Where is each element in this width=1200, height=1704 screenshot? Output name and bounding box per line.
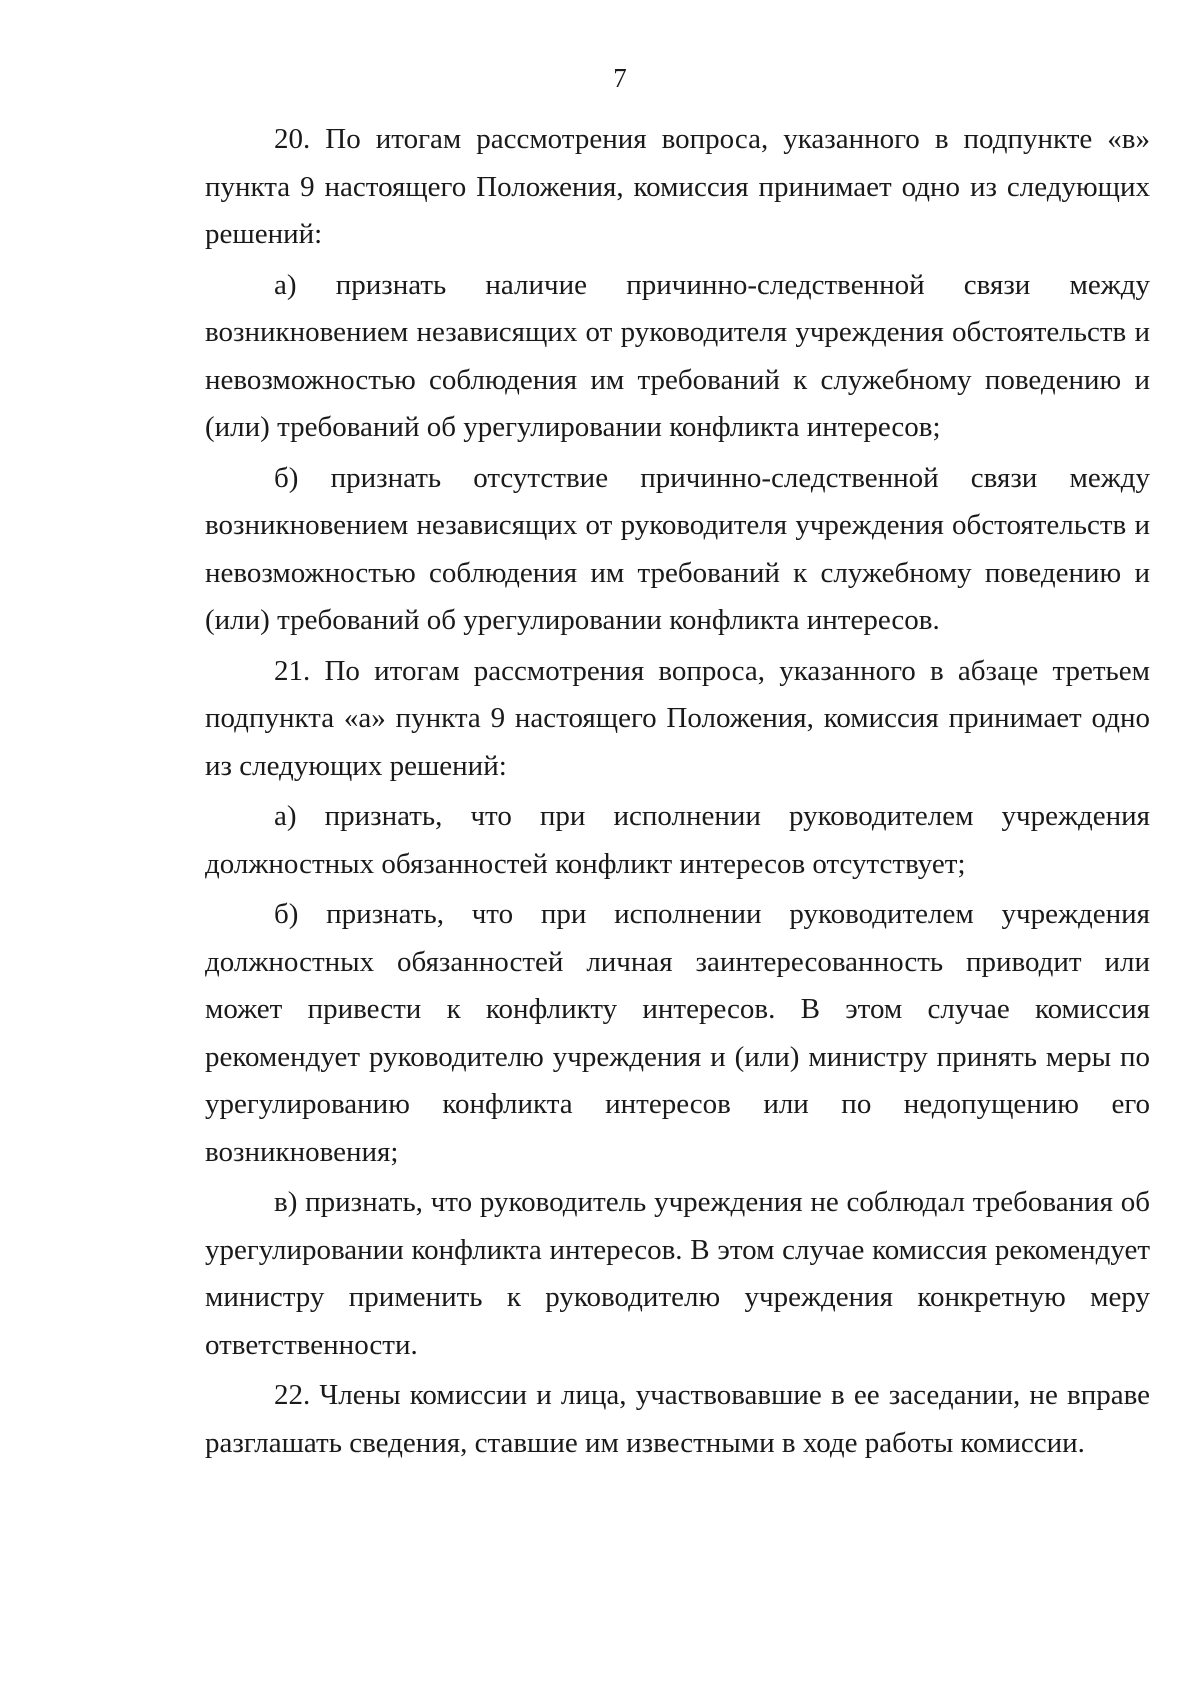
paragraph-21-item-v: в) признать, что руководитель учреждения не соблюдал требования об урегулировании конфликта интересов. В этом случае комиссия рекомендует министру применить к руководителю учреждения конкретную меру ответственности. (205, 1186, 1150, 1361)
paragraph-21-item-b: б) признать, что при исполнении руководителем учреждения должностных обязанностей личная заинтересованность приводит или может привести к конфликту интересов. В этом случае комиссия рекомендует руководителю учреждения и (или) министру принять меры по урегулированию конфликта интересов или по недопущению его возникновения; (205, 898, 1150, 1168)
paragraph-20: 20. По итогам рассмотрения вопроса, указанного в подпункте «в» пункта 9 настоящего Положения, комиссия принимает одно из следующих решений: (205, 123, 1150, 250)
paragraph-20-item-a: а) признать наличие причинно-следственной связи между возникновением независящих от руководителя учреждения обстоятельств и невозможностью соблюдения им требований к служебному поведению и (или) требований об урегулировании конфликта интересов; (205, 268, 1150, 443)
paragraph-22: 22. Члены комиссии и лица, участвовавшие в ее заседании, не вправе разглашать сведения, ставшие им известными в ходе работы комиссии. (205, 1379, 1150, 1459)
paragraph-21-item-a: а) признать, что при исполнении руководителем учреждения должностных обязанностей конфликт интересов отсутствует; (205, 800, 1150, 880)
paragraph-21: 21. По итогам рассмотрения вопроса, указанного в абзаце третьем подпункта «а» пункта 9 настоящего Положения, комиссия принимает одно из следующих решений: (205, 654, 1150, 782)
page-number: 7 (613, 63, 627, 93)
paragraph-20-item-b: б) признать отсутствие причинно-следственной связи между возникновением независящих от руководителя учреждения обстоятельств и невозможностью соблюдения им требований к служебному поведению и (или) требований об урегулировании конфликта интересов. (205, 461, 1150, 636)
document-body (205, 116, 1150, 1470)
